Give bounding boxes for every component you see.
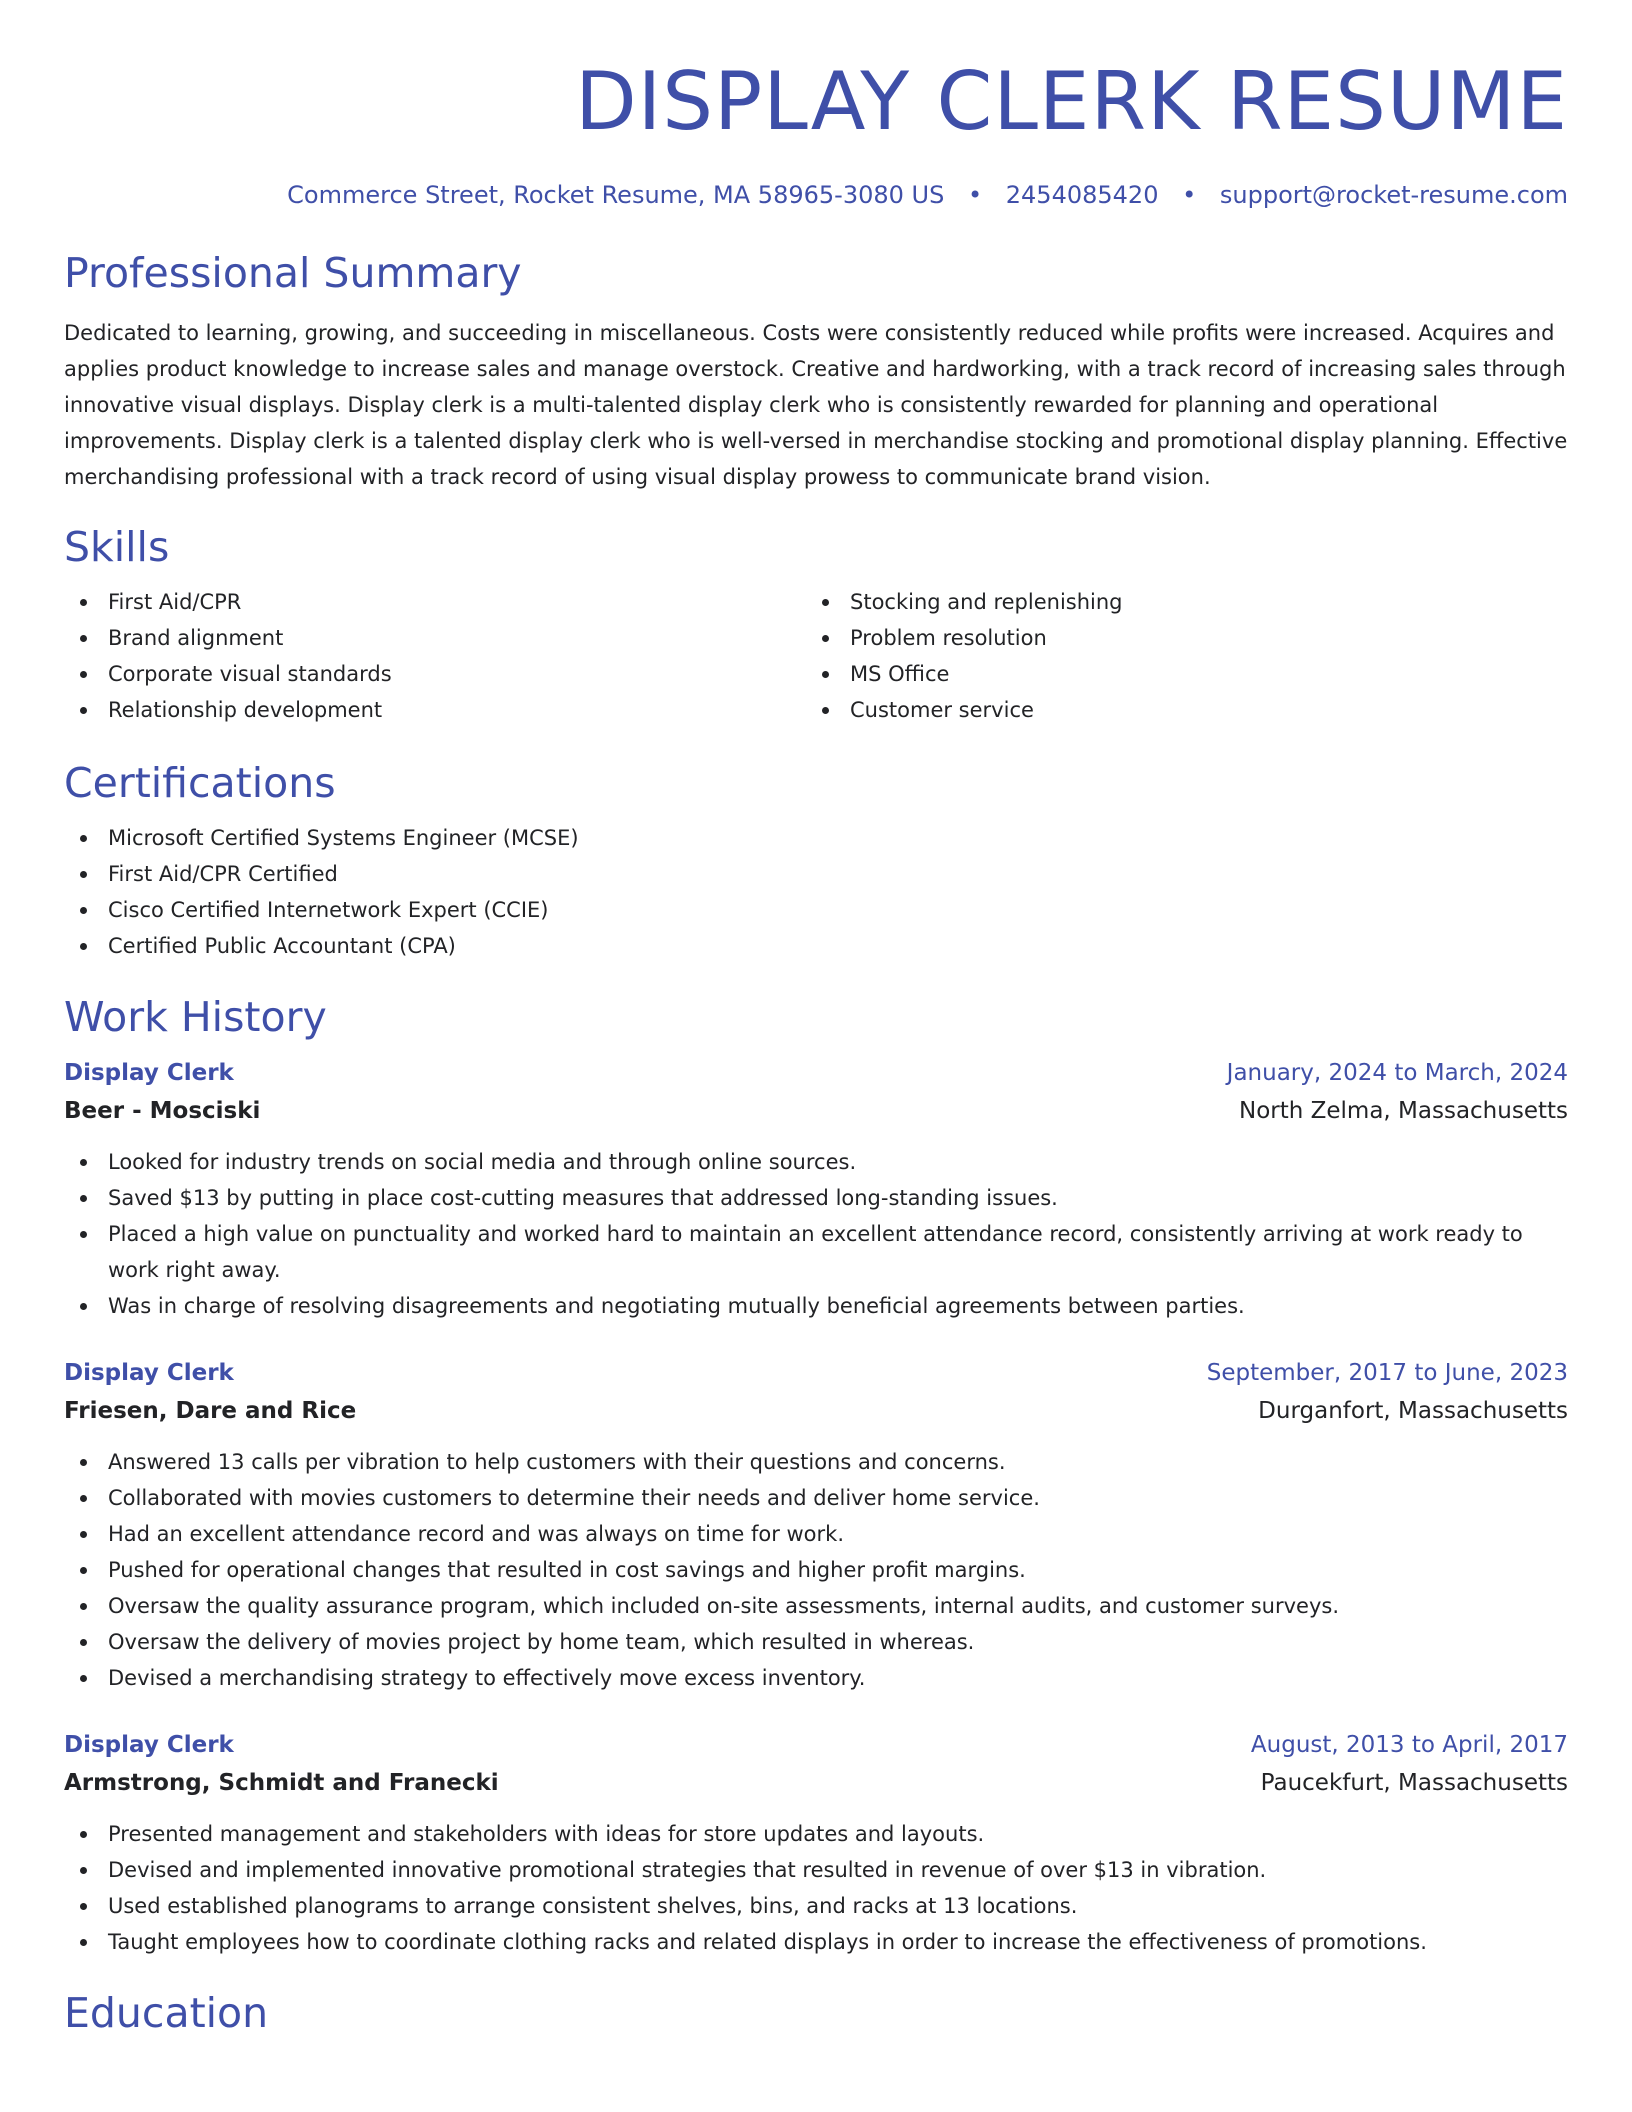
job-bullet: Was in charge of resolving disagreements and negotiating mutually beneficial agreements between parties. xyxy=(64,1288,1568,1324)
contact-separator: • xyxy=(967,181,983,209)
contact-email: support@rocket-resume.com xyxy=(1219,181,1568,209)
skill-item: First Aid/CPR xyxy=(64,584,806,620)
job-location: Paucekfurt, Massachusetts xyxy=(1260,1770,1568,1796)
job-bullet: Looked for industry trends on social media and through online sources. xyxy=(64,1144,1568,1180)
job-dates: August, 2013 to April, 2017 xyxy=(1250,1732,1568,1758)
summary-text: Dedicated to learning, growing, and succeeding in miscellaneous. Costs were consistently reduced while profits were increased. Acquires and applies product knowledge to increase sales and manage overstock. Creative and hardworking, with a track record of increasing sales through innovative visual displays. Display clerk is a multi-talented display clerk who is consistently rewarded for planning and operational improvements. Display clerk is a talented display clerk who is well-versed in merchandise stocking and promotional display planning. Effective merchandising professional with a track record of using visual display prowess to communicate brand vision. xyxy=(64,321,1568,489)
job-bullet: Oversaw the delivery of movies project by home team, which resulted in whereas. xyxy=(64,1624,1568,1660)
job-bullet: Placed a high value on punctuality and worked hard to maintain an excellent attendance record, consistently arriving at work ready to work right away. xyxy=(64,1216,1568,1288)
job-company: Beer - Mosciski xyxy=(64,1098,261,1124)
skill-item: Problem resolution xyxy=(806,620,1548,656)
skills-heading: Skills xyxy=(64,523,170,571)
job-bullet: Had an excellent attendance record and was always on time for work. xyxy=(64,1516,1568,1552)
job-bullet: Used established planograms to arrange consistent shelves, bins, and racks at 13 locations. xyxy=(64,1888,1568,1924)
job-entry xyxy=(64,1726,1568,1960)
job-company-row xyxy=(64,1392,1568,1430)
job-bullet: Devised and implemented innovative promotional strategies that resulted in revenue of over $13 in vibration. xyxy=(64,1852,1568,1888)
job-title-row xyxy=(64,1354,1568,1392)
job-entry xyxy=(64,1354,1568,1696)
job-company: Friesen, Dare and Rice xyxy=(64,1398,357,1424)
skill-item: Customer service xyxy=(806,692,1548,728)
certifications-heading: Certifications xyxy=(64,759,336,807)
job-title-row xyxy=(64,1054,1568,1092)
job-bullet: Devised a merchandising strategy to effectively move excess inventory. xyxy=(64,1660,1568,1696)
contact-phone: 2454085420 xyxy=(1005,181,1159,209)
job-title: Display Clerk xyxy=(64,1732,234,1758)
job-bullet: Saved $13 by putting in place cost-cutting measures that addressed long-standing issues. xyxy=(64,1180,1568,1216)
skill-item: Relationship development xyxy=(64,692,806,728)
job-bullet: Taught employees how to coordinate clothing racks and related displays in order to increase the effectiveness of promotions. xyxy=(64,1924,1568,1960)
contact-separator: • xyxy=(1182,181,1197,209)
certifications-list xyxy=(64,820,1568,964)
job-bullets xyxy=(64,1144,1568,1324)
job-dates: September, 2017 to June, 2023 xyxy=(1206,1360,1568,1386)
resume-title: DISPLAY CLERK RESUME xyxy=(575,55,1568,148)
job-title: Display Clerk xyxy=(64,1060,234,1086)
summary-heading: Professional Summary xyxy=(64,249,522,297)
job-dates: January, 2024 to March, 2024 xyxy=(1226,1060,1568,1086)
contact-line xyxy=(64,180,1568,210)
contact-address: Commerce Street, Rocket Resume, MA 58965-3080 US xyxy=(287,181,945,209)
skill-item: Stocking and replenishing xyxy=(806,584,1548,620)
job-location: Durganfort, Massachusetts xyxy=(1258,1398,1568,1424)
work-history-heading: Work History xyxy=(64,993,327,1041)
certification-item: First Aid/CPR Certified xyxy=(64,856,1568,892)
job-bullet: Oversaw the quality assurance program, which included on-site assessments, internal audits, and customer surveys. xyxy=(64,1588,1568,1624)
job-company: Armstrong, Schmidt and Franecki xyxy=(64,1770,499,1796)
job-title-row xyxy=(64,1726,1568,1764)
job-bullets xyxy=(64,1444,1568,1696)
job-bullet: Presented management and stakeholders with ideas for store updates and layouts. xyxy=(64,1816,1568,1852)
skill-item: MS Office xyxy=(806,656,1548,692)
certification-item: Cisco Certified Internetwork Expert (CCIE) xyxy=(64,892,1568,928)
skills-list-left xyxy=(64,584,806,728)
job-bullets xyxy=(64,1816,1568,1960)
job-entry xyxy=(64,1054,1568,1324)
job-company-row xyxy=(64,1764,1568,1802)
job-location: North Zelma, Massachusetts xyxy=(1238,1098,1568,1124)
education-heading: Education xyxy=(64,1989,269,2037)
skills-grid xyxy=(64,584,1568,728)
job-company-row xyxy=(64,1092,1568,1130)
job-bullet: Collaborated with movies customers to determine their needs and deliver home service. xyxy=(64,1480,1568,1516)
certification-item: Certified Public Accountant (CPA) xyxy=(64,928,1568,964)
resume-page xyxy=(64,0,1568,2038)
job-title: Display Clerk xyxy=(64,1360,234,1386)
skills-list-right xyxy=(806,584,1548,728)
job-bullet: Pushed for operational changes that resulted in cost savings and higher profit margins. xyxy=(64,1552,1568,1588)
certification-item: Microsoft Certified Systems Engineer (MCSE) xyxy=(64,820,1568,856)
skill-item: Corporate visual standards xyxy=(64,656,806,692)
job-bullet: Answered 13 calls per vibration to help customers with their questions and concerns. xyxy=(64,1444,1568,1480)
skill-item: Brand alignment xyxy=(64,620,806,656)
